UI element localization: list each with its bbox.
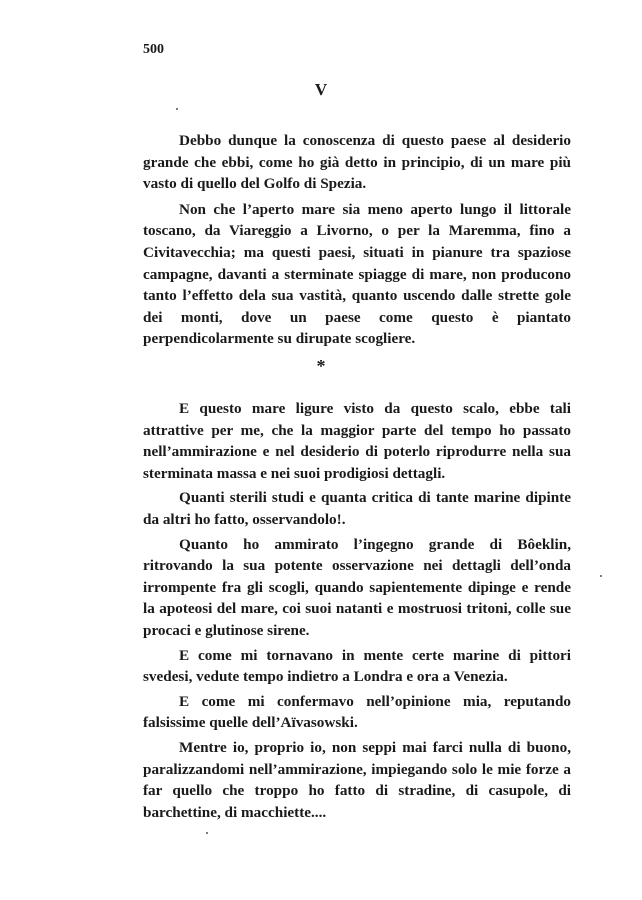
print-speck [206, 832, 208, 834]
chapter-heading: V [314, 80, 328, 99]
paragraph: Mentre io, proprio io, non seppi mai farci nulla di buono, paralizzandomi nell’ammirazione, impiegando solo le mie forze a far quello che troppo ho fatto di stradine, di casupole, di barchettine, di macchiette.... [143, 738, 571, 821]
page-number: 500 [143, 42, 164, 57]
paragraph: E questo mare ligure visto da questo scalo, ebbe tali attrattive per me, che la maggior parte del tempo ho passato nell’ammirazione e nel desiderio di poterlo riprodurre nella sua sterminata massa e nei suoi prodigiosi dettagli. [143, 400, 571, 482]
section-separator: * [316, 356, 326, 376]
section-2 [143, 398, 571, 823]
print-speck [176, 108, 178, 110]
paragraph: Debbo dunque la conoscenza di questo paese al desiderio grande che ebbi, come ho già detto in principio, di un mare più vasto di quello del Golfo di Spezia. [143, 132, 571, 193]
paragraph: Quanti sterili studi e quanta critica di tante marine dipinte da altri ho fatto, osservandolo!. [143, 489, 571, 528]
print-speck [600, 575, 602, 577]
paragraph: Quanto ho ammirato l’ingegno grande di Bôeklin, ritrovando la sua potente osservazione nei dettagli dell’onda irrompente fra gli scogli, quando sapientemente dipinge e rende la apoteosi del mare, coi suoi natanti e mostruosi tritoni, colle sue procaci e glutinose sirene. [143, 535, 571, 639]
paragraph: Non che l’aperto mare sia meno aperto lungo il littorale toscano, da Viareggio a Livorno, o per la Maremma, fino a Civitavecchia; ma questi paesi, situati in pianure tra spaziose campagne, davanti a sterminate spiagge di mare, non producono tanto l’effetto dela sua vastità, quanto uscendo dalle strette gole dei monti, dove un paese come questo è piantato perpendicolarmente su dirupate scogliere. [143, 200, 571, 348]
section-1 [143, 130, 571, 350]
paragraph: E come mi confermavo nell’opinione mia, reputando falsissime quelle dell’Aïvasowski. [143, 692, 571, 732]
paragraph: E come mi tornavano in mente certe marine di pittori svedesi, vedute tempo indietro a Londra e ora a Venezia. [143, 646, 571, 686]
